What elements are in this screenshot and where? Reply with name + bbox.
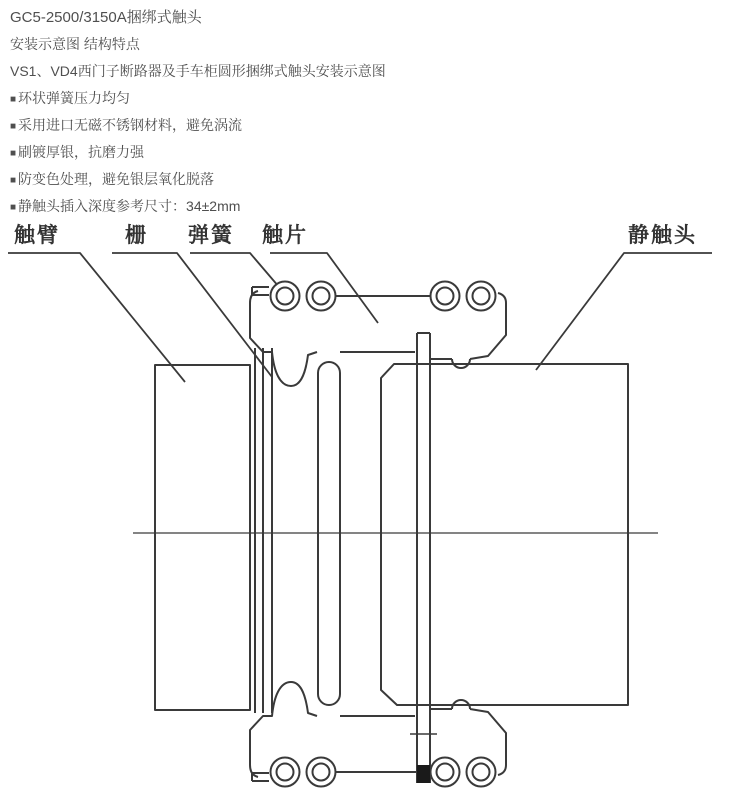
static-contact-body — [381, 364, 628, 705]
bullet-square-icon: ■ — [10, 175, 17, 186]
contact-finger-lines — [255, 348, 272, 713]
clamp-assembly-bottom — [250, 682, 506, 787]
leader-line-static-contact — [536, 253, 712, 370]
diagram-caption: VS1、VD4西门子断路器及手车柜圆形捆绑式触头安装示意图 — [10, 63, 386, 79]
page-subtitle: 安装示意图 结构特点 — [10, 36, 140, 52]
label-contact-arm: 触臂 — [14, 224, 60, 247]
page-title: GC5-2500/3150A捆绑式触头 — [10, 9, 202, 26]
feature-text: 刷镀厚银，抗磨力强 — [18, 144, 145, 160]
feature-text: 静触头插入深度参考尺寸：34±2mm — [18, 198, 241, 214]
spring-wire-end-tab — [252, 287, 269, 295]
label-contact-plate: 触片 — [262, 224, 308, 247]
label-grid: 栅 — [125, 224, 148, 247]
bullet-square-icon: ■ — [10, 202, 17, 213]
leader-line-grid — [112, 253, 272, 377]
clamp-assembly-top — [250, 282, 506, 387]
label-static-contact: 静触头 — [628, 224, 697, 247]
feature-text: 防变色处理，避免银层氧化脱落 — [18, 171, 215, 187]
leader-line-contact-arm — [8, 253, 185, 382]
bullet-square-icon: ■ — [10, 94, 17, 105]
feature-text: 采用进口无磁不锈钢材料，避免涡流 — [18, 117, 243, 133]
bullet-square-icon: ■ — [10, 121, 17, 132]
label-spring: 弹簧 — [188, 224, 234, 247]
bullet-square-icon: ■ — [10, 148, 17, 159]
ring-spring-inner — [313, 288, 330, 305]
contact-plate-outline — [417, 333, 430, 783]
ring-spring-inner — [473, 288, 490, 305]
ring-spring-inner — [437, 288, 454, 305]
feature-text: 环状弹簧压力均匀 — [18, 90, 131, 106]
contact-arm-tube — [155, 365, 250, 710]
contact-plate-solid-end — [417, 765, 430, 783]
ring-spring-inner — [277, 288, 294, 305]
